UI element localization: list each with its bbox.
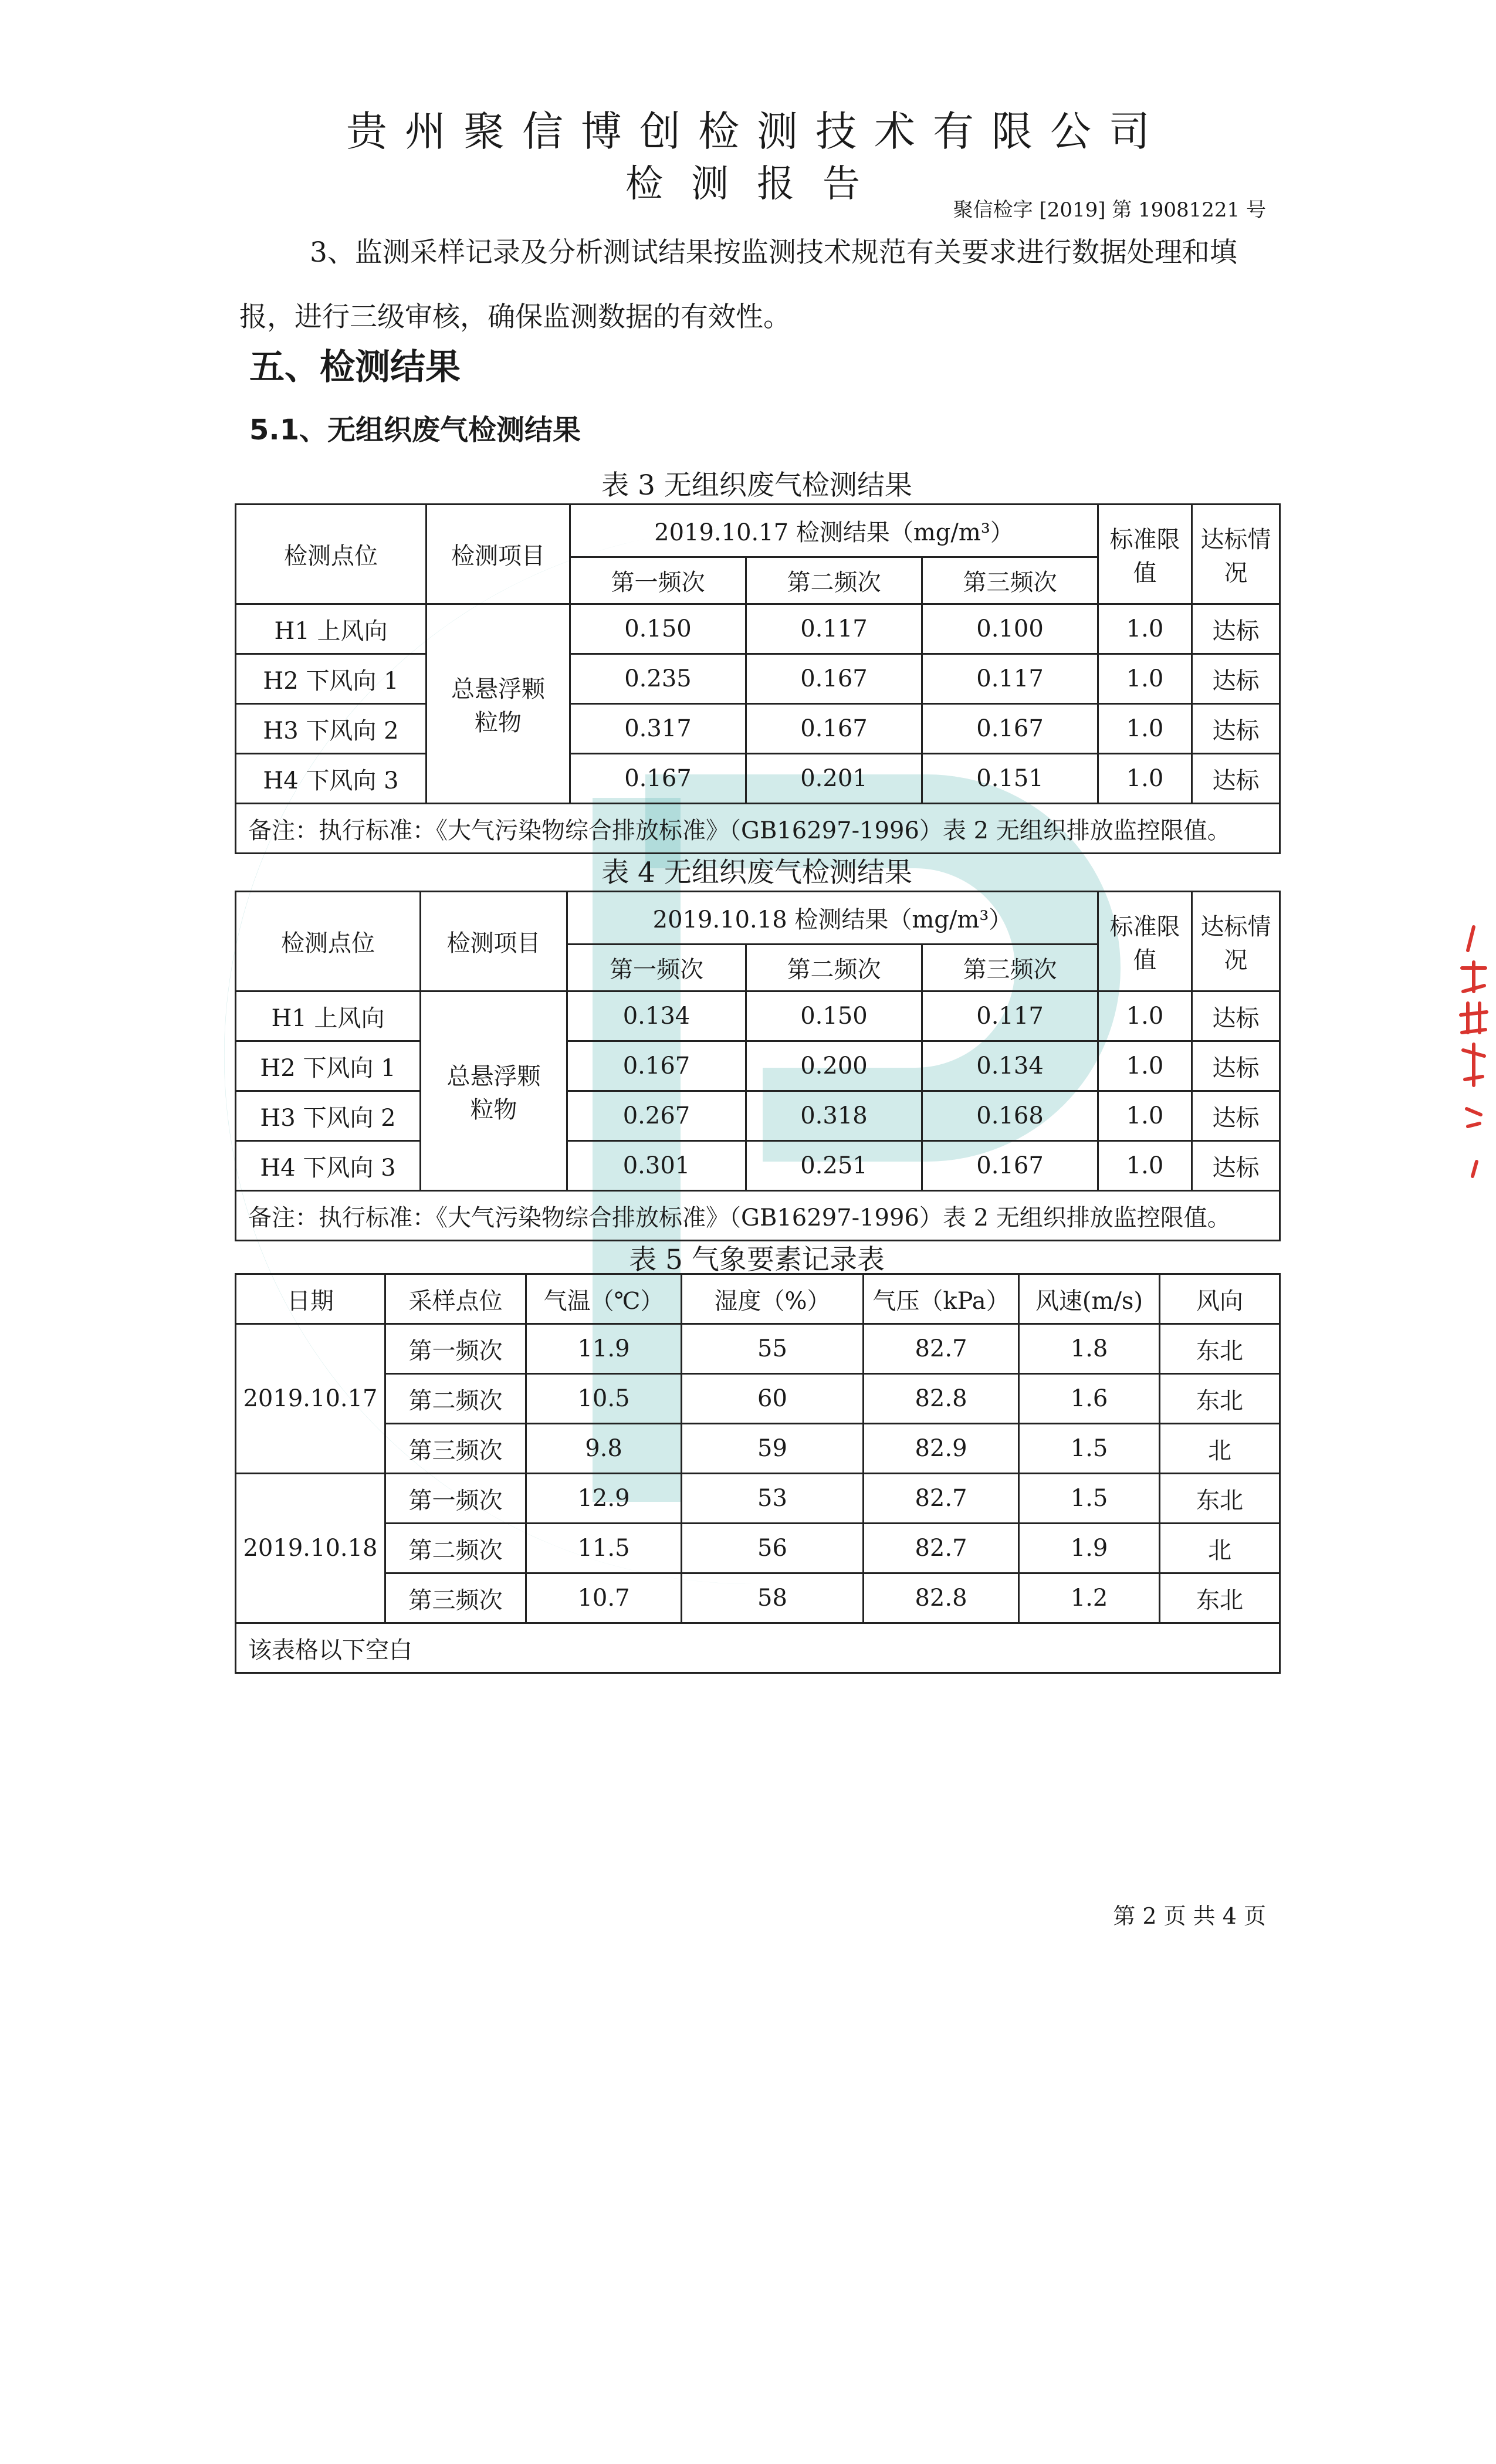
wind-speed-cell: 1.2	[1019, 1573, 1160, 1623]
status-cell: 达标	[1192, 754, 1280, 804]
value-cell: 0.167	[922, 1141, 1098, 1191]
table-row	[236, 1041, 1280, 1091]
status-cell: 达标	[1192, 1091, 1280, 1141]
section-heading: 五、检测结果	[249, 347, 461, 388]
point-cell: H2 下风向 1	[236, 1041, 421, 1091]
header-cell: 日期	[236, 1274, 385, 1324]
value-cell: 0.301	[567, 1141, 746, 1191]
temp-cell: 12.9	[526, 1474, 682, 1524]
table4	[235, 891, 1281, 1241]
humidity-cell: 58	[682, 1573, 864, 1623]
value-cell: 0.267	[567, 1091, 746, 1141]
header-cell: 第一频次	[570, 557, 746, 604]
status-cell: 达标	[1192, 1141, 1280, 1191]
temp-cell: 11.5	[526, 1524, 682, 1573]
temp-cell: 10.7	[526, 1573, 682, 1623]
header-cell: 风速(m/s)	[1019, 1274, 1160, 1324]
wind-dir-cell: 东北	[1160, 1374, 1280, 1424]
header-cell: 2019.10.17 检测结果（mg/m³）	[570, 505, 1098, 557]
status-cell: 达标	[1192, 991, 1280, 1041]
freq-cell: 第一频次	[385, 1324, 526, 1374]
header-cell: 湿度（%）	[682, 1274, 864, 1324]
point-cell: H3 下风向 2	[236, 1091, 421, 1141]
wind-speed-cell: 1.6	[1019, 1374, 1160, 1424]
humidity-cell: 60	[682, 1374, 864, 1424]
table-row	[236, 1324, 1280, 1374]
value-cell: 0.317	[570, 704, 746, 754]
value-cell: 0.235	[570, 654, 746, 704]
value-cell: 0.167	[746, 654, 922, 704]
header-cell: 风向	[1160, 1274, 1280, 1324]
header-cell: 第三频次	[922, 945, 1098, 991]
wind-dir-cell: 东北	[1160, 1474, 1280, 1524]
wind-dir-cell: 东北	[1160, 1573, 1280, 1623]
freq-cell: 第二频次	[385, 1374, 526, 1424]
table-row	[236, 1091, 1280, 1141]
value-cell: 0.134	[567, 991, 746, 1041]
value-cell: 0.117	[922, 991, 1098, 1041]
item-cell: 总悬浮颗粒物	[421, 991, 567, 1191]
table3-caption: 表 3 无组织废气检测结果	[601, 469, 912, 502]
status-cell: 达标	[1192, 604, 1280, 654]
report-title: 检测报告	[625, 163, 888, 206]
header-cell: 标准限值	[1098, 892, 1192, 991]
value-cell: 0.318	[746, 1091, 922, 1141]
header-cell: 第三频次	[922, 557, 1098, 604]
limit-cell: 1.0	[1098, 1091, 1192, 1141]
item-cell: 总悬浮颗粒物	[427, 604, 570, 804]
wind-speed-cell: 1.5	[1019, 1424, 1160, 1474]
status-cell: 达标	[1192, 654, 1280, 704]
pressure-cell: 82.9	[864, 1424, 1019, 1474]
value-cell: 0.200	[746, 1041, 922, 1091]
date-cell: 2019.10.18	[236, 1474, 385, 1623]
value-cell: 0.151	[922, 754, 1098, 804]
value-cell: 0.201	[746, 754, 922, 804]
table4-note: 备注：执行标准：《大气污染物综合排放标准》（GB16297-1996）表 2 无组织排放监控限值。	[236, 1191, 1280, 1241]
status-cell: 达标	[1192, 1041, 1280, 1091]
header-cell: 达标情况	[1192, 505, 1280, 604]
wind-dir-cell: 北	[1160, 1524, 1280, 1573]
temp-cell: 9.8	[526, 1424, 682, 1474]
wind-dir-cell: 北	[1160, 1424, 1280, 1474]
wind-speed-cell: 1.8	[1019, 1324, 1160, 1374]
point-cell: H1 上风向	[236, 604, 427, 654]
page-number: 第 2 页 共 4 页	[1113, 1903, 1266, 1929]
value-cell: 0.167	[922, 704, 1098, 754]
limit-cell: 1.0	[1098, 1141, 1192, 1191]
table-row	[236, 1524, 1280, 1573]
limit-cell: 1.0	[1098, 1041, 1192, 1091]
value-cell: 0.168	[922, 1091, 1098, 1141]
freq-cell: 第一频次	[385, 1474, 526, 1524]
table3-note: 备注：执行标准：《大气污染物综合排放标准》（GB16297-1996）表 2 无组织排放监控限值。	[236, 804, 1280, 854]
point-cell: H1 上风向	[236, 991, 421, 1041]
humidity-cell: 59	[682, 1424, 864, 1474]
header-cell: 检测项目	[421, 892, 567, 991]
point-cell: H3 下风向 2	[236, 704, 427, 754]
pressure-cell: 82.8	[864, 1573, 1019, 1623]
table5	[235, 1273, 1281, 1674]
limit-cell: 1.0	[1098, 604, 1192, 654]
temp-cell: 10.5	[526, 1374, 682, 1424]
subsection-heading: 5.1、无组织废气检测结果	[249, 414, 581, 446]
header-cell: 气温（℃）	[526, 1274, 682, 1324]
company-name: 贵州聚信博创检测技术有限公司	[346, 107, 1167, 155]
value-cell: 0.134	[922, 1041, 1098, 1091]
header-cell: 采样点位	[385, 1274, 526, 1324]
value-cell: 0.167	[746, 704, 922, 754]
value-cell: 0.167	[567, 1041, 746, 1091]
document-number: 聚信检字 [2019] 第 19081221 号	[953, 198, 1266, 222]
humidity-cell: 53	[682, 1474, 864, 1524]
point-cell: H4 下风向 3	[236, 754, 427, 804]
limit-cell: 1.0	[1098, 654, 1192, 704]
humidity-cell: 56	[682, 1524, 864, 1573]
intro-paragraph: 3、监测采样记录及分析测试结果按监测技术规范有关要求进行数据处理和填报，进行三级审核，确保监测数据的有效性。	[239, 236, 1237, 333]
table-row	[236, 604, 1280, 654]
table-row	[236, 654, 1280, 704]
limit-cell: 1.0	[1098, 754, 1192, 804]
header-cell: 检测项目	[427, 505, 570, 604]
temp-cell: 11.9	[526, 1324, 682, 1374]
table3	[235, 503, 1281, 854]
value-cell: 0.167	[570, 754, 746, 804]
limit-cell: 1.0	[1098, 704, 1192, 754]
red-seal-stamp	[1450, 915, 1496, 1185]
header-cell: 达标情况	[1192, 892, 1280, 991]
freq-cell: 第二频次	[385, 1524, 526, 1573]
wind-dir-cell: 东北	[1160, 1324, 1280, 1374]
pressure-cell: 82.8	[864, 1374, 1019, 1424]
value-cell: 0.117	[746, 604, 922, 654]
value-cell: 0.150	[746, 991, 922, 1041]
value-cell: 0.251	[746, 1141, 922, 1191]
wind-speed-cell: 1.5	[1019, 1474, 1160, 1524]
pressure-cell: 82.7	[864, 1524, 1019, 1573]
header-cell: 检测点位	[236, 505, 427, 604]
header-cell: 第二频次	[746, 557, 922, 604]
header-cell: 检测点位	[236, 892, 421, 991]
header-cell: 第一频次	[567, 945, 746, 991]
value-cell: 0.117	[922, 654, 1098, 704]
limit-cell: 1.0	[1098, 991, 1192, 1041]
value-cell: 0.100	[922, 604, 1098, 654]
table5-note: 该表格以下空白	[236, 1623, 1280, 1673]
header-cell: 2019.10.18 检测结果（mg/m³）	[567, 892, 1098, 945]
date-cell: 2019.10.17	[236, 1324, 385, 1474]
freq-cell: 第三频次	[385, 1573, 526, 1623]
table-row	[236, 1374, 1280, 1424]
table-row	[236, 1141, 1280, 1191]
table-row	[236, 1573, 1280, 1623]
table5-caption: 表 5 气象要素记录表	[629, 1244, 885, 1276]
value-cell: 0.150	[570, 604, 746, 654]
table-row	[236, 1474, 1280, 1524]
pressure-cell: 82.7	[864, 1324, 1019, 1374]
header-cell: 标准限值	[1098, 505, 1192, 604]
table-row	[236, 1424, 1280, 1474]
table-row	[236, 704, 1280, 754]
pressure-cell: 82.7	[864, 1474, 1019, 1524]
humidity-cell: 55	[682, 1324, 864, 1374]
point-cell: H2 下风向 1	[236, 654, 427, 704]
table4-caption: 表 4 无组织废气检测结果	[601, 857, 912, 889]
freq-cell: 第三频次	[385, 1424, 526, 1474]
table-row	[236, 754, 1280, 804]
wind-speed-cell: 1.9	[1019, 1524, 1160, 1573]
status-cell: 达标	[1192, 704, 1280, 754]
table-row	[236, 991, 1280, 1041]
header-cell: 气压（kPa）	[864, 1274, 1019, 1324]
header-cell: 第二频次	[746, 945, 922, 991]
point-cell: H4 下风向 3	[236, 1141, 421, 1191]
